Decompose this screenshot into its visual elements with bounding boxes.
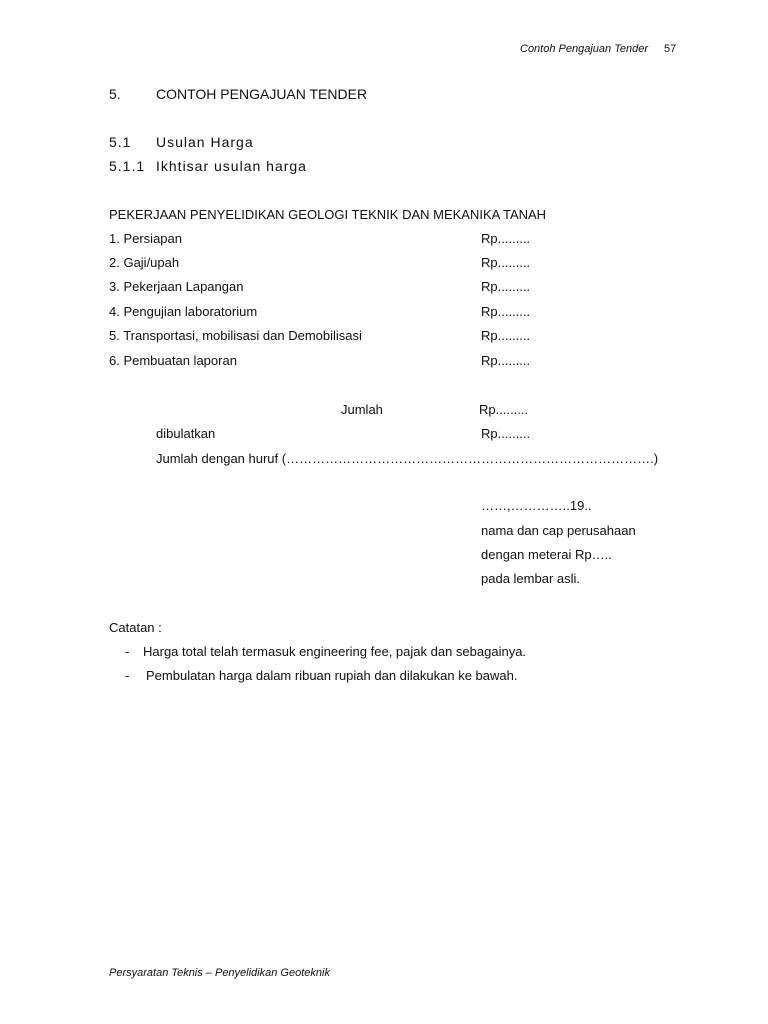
note-text: Harga total telah termasuk engineering fee, pajak dan sebagainya. [143,644,527,659]
running-header-title: Contoh Pengajuan Tender [520,43,649,55]
page-number: 57 [664,43,677,55]
dibulatkan-amount: Rp......... [481,426,531,441]
item-amount: Rp......... [481,304,531,319]
signature-line: dengan meterai Rp….. [481,547,612,562]
note-dash: - [125,644,130,659]
subsection-title: Usulan Harga [156,134,254,150]
jumlah-huruf: Jumlah dengan huruf (………………………………………………………………………….) [156,451,659,466]
subsection-number: 5.1 [109,134,132,150]
signature-date: ……,…………..19.. [481,498,592,513]
signature-line: nama dan cap perusahaan [481,523,636,538]
note-text: Pembulatan harga dalam ribuan rupiah dan dilakukan ke bawah. [146,668,518,683]
note-dash: - [125,668,130,683]
jumlah-label: Jumlah [341,402,383,417]
running-footer: Persyaratan Teknis – Penyelidikan Geoteknik [109,967,330,979]
item-amount: Rp......... [481,279,531,294]
subsubsection-number: 5.1.1 [109,158,146,174]
section-number: 5. [109,86,121,102]
item-label: 5. Transportasi, mobilisasi dan Demobilisasi [109,328,362,343]
item-label: 2. Gaji/upah [109,255,180,270]
item-label: 6. Pembuatan laporan [109,353,237,368]
item-label: 1. Persiapan [109,231,182,246]
dibulatkan-label: dibulatkan [156,426,216,441]
subsubsection-title: Ikhtisar usulan harga [156,158,307,174]
item-amount: Rp......... [481,353,531,368]
item-amount: Rp......... [481,231,531,246]
item-amount: Rp......... [481,255,531,270]
work-title: PEKERJAAN PENYELIDIKAN GEOLOGI TEKNIK DAN MEKANIKA TANAH [109,207,547,222]
jumlah-amount: Rp......... [479,402,529,417]
notes-title: Catatan : [109,620,162,635]
item-label: 3. Pekerjaan Lapangan [109,279,244,294]
item-amount: Rp......... [481,328,531,343]
signature-line: pada lembar asli. [481,571,580,586]
section-title: CONTOH PENGAJUAN TENDER [156,86,368,102]
item-label: 4. Pengujian laboratorium [109,304,258,319]
